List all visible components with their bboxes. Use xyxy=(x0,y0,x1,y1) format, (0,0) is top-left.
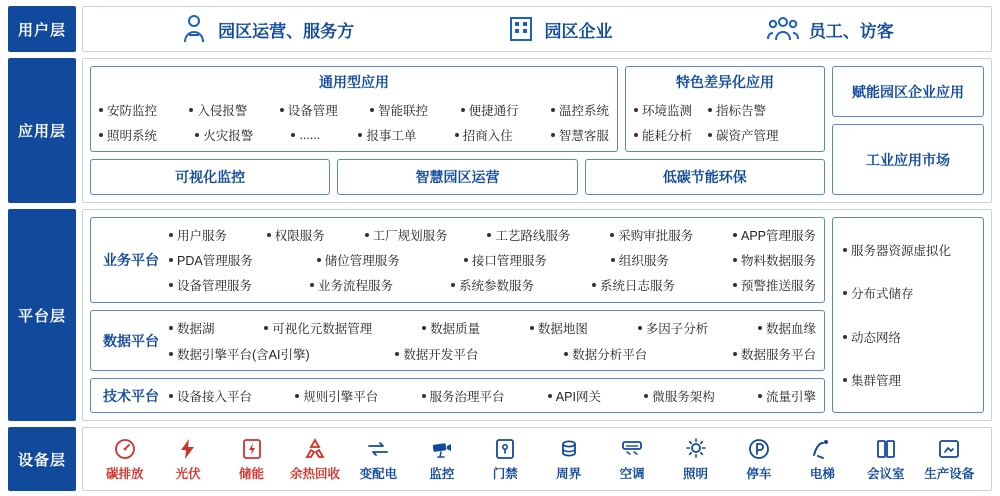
device-waste-heat-recovery[interactable] xyxy=(283,437,346,482)
data-platform-row-2 xyxy=(169,345,816,363)
service-item[interactable]: 数据湖 xyxy=(169,319,215,337)
service-item[interactable]: 业务流程服务 xyxy=(310,276,393,294)
app-industrial-marketplace-box[interactable]: 工业应用市场 xyxy=(832,124,984,195)
application-main-column xyxy=(90,66,825,195)
production-equipment-icon xyxy=(937,437,961,461)
service-item[interactable]: 权限服务 xyxy=(267,226,325,244)
service-item[interactable]: 微服务架构 xyxy=(644,387,715,405)
device-perimeter[interactable] xyxy=(537,437,600,482)
elevator-icon xyxy=(810,437,834,461)
access-control-icon xyxy=(493,437,517,461)
device-label: 门禁 xyxy=(492,466,518,481)
business-platform-title: 业务平台 xyxy=(103,252,159,268)
operations-person-icon xyxy=(180,14,208,44)
lightning-icon xyxy=(176,437,200,461)
device-label: 监控 xyxy=(429,466,455,481)
general-application-box xyxy=(90,66,618,152)
infrastructure-item[interactable]: 分布式储存 xyxy=(843,284,973,302)
device-layer-band xyxy=(8,427,992,491)
device-label: 周界 xyxy=(556,466,582,481)
app-item[interactable]: 便捷通行 xyxy=(461,101,519,119)
app-solution-visual-monitoring[interactable]: 可视化监控 xyxy=(90,159,330,195)
tech-platform-title: 技术平台 xyxy=(103,387,159,404)
tech-platform-box xyxy=(90,378,825,413)
app-enable-enterprise-box[interactable]: 赋能园区企业应用 xyxy=(832,66,984,117)
service-item[interactable]: 数据血缘 xyxy=(758,319,816,337)
general-application-items xyxy=(99,97,609,147)
app-item[interactable]: 招商入住 xyxy=(455,126,513,144)
app-item[interactable]: 温控系统 xyxy=(551,101,609,119)
device-access-control[interactable] xyxy=(474,437,537,482)
battery-storage-icon xyxy=(240,437,264,461)
staff-visitor-group-icon xyxy=(767,15,799,43)
app-item[interactable]: 安防监控 xyxy=(99,101,157,119)
device-air-conditioner[interactable] xyxy=(600,437,663,482)
platform-layer-label: 平台层 xyxy=(8,209,76,421)
device-surveillance[interactable] xyxy=(410,437,473,482)
business-platform-row-2 xyxy=(169,251,816,269)
app-item[interactable]: 能耗分析 xyxy=(634,126,692,144)
data-platform-title: 数据平台 xyxy=(103,332,159,349)
special-application-row-1 xyxy=(634,101,816,119)
device-layer-label: 设备层 xyxy=(8,427,76,491)
device-label: 光伏 xyxy=(175,466,201,481)
device-elevator[interactable] xyxy=(791,437,854,482)
device-label: 空调 xyxy=(619,466,645,481)
platform-layer-content xyxy=(82,209,992,421)
tech-platform-items xyxy=(167,383,816,408)
platform-layer-band xyxy=(8,209,992,421)
user-layer-band xyxy=(8,6,992,52)
device-meeting-room[interactable] xyxy=(854,437,917,482)
infrastructure-item[interactable]: 集群管理 xyxy=(843,371,973,389)
service-item[interactable]: 数据服务平台 xyxy=(733,345,816,363)
gauge-icon xyxy=(113,437,137,461)
service-item[interactable]: 多因子分析 xyxy=(638,319,709,337)
special-application-items xyxy=(634,97,816,147)
service-item[interactable]: PDA管理服务 xyxy=(169,251,253,269)
device-label: 电梯 xyxy=(809,466,835,481)
device-label: 照明 xyxy=(683,466,709,481)
transformer-icon xyxy=(366,437,390,461)
service-item[interactable]: 数据分析平台 xyxy=(564,345,647,363)
app-item[interactable]: 报事工单 xyxy=(358,126,416,144)
service-item[interactable]: 物料数据服务 xyxy=(733,251,816,269)
air-conditioner-icon xyxy=(620,437,644,461)
application-layer-label: 应用层 xyxy=(8,58,76,203)
special-application-title: 特色差异化应用 xyxy=(676,74,774,90)
enterprise-building-icon xyxy=(508,15,534,43)
general-application-title: 通用型应用 xyxy=(319,74,389,90)
service-item[interactable]: 可视化元数据管理 xyxy=(264,319,372,337)
service-item[interactable]: 数据引擎平台(含AI引擎) xyxy=(169,345,310,363)
service-item[interactable]: 规则引擎平台 xyxy=(295,387,378,405)
service-item[interactable]: API网关 xyxy=(548,387,601,405)
app-solution-smart-park-operations[interactable]: 智慧园区运营 xyxy=(337,159,577,195)
infrastructure-box xyxy=(832,217,984,413)
application-top-row xyxy=(90,66,825,152)
application-bottom-row xyxy=(90,159,825,195)
service-item[interactable]: 设备接入平台 xyxy=(169,387,252,405)
device-label: 停车 xyxy=(746,466,772,481)
service-item[interactable]: 工厂规划服务 xyxy=(365,226,448,244)
camera-icon xyxy=(430,437,454,461)
device-label: 变配电 xyxy=(359,466,398,481)
service-item[interactable]: 工艺路线服务 xyxy=(487,226,570,244)
service-item[interactable]: 数据质量 xyxy=(422,319,480,337)
app-item[interactable]: 入侵报警 xyxy=(189,101,247,119)
recycle-heat-icon xyxy=(303,437,327,461)
user-role-label: 园区企业 xyxy=(544,21,613,41)
parking-icon xyxy=(747,437,771,461)
service-item[interactable]: 数据地图 xyxy=(530,319,588,337)
business-platform-box xyxy=(90,217,825,303)
service-item[interactable]: 流量引擎 xyxy=(758,387,816,405)
data-platform-row-1 xyxy=(169,319,816,337)
device-layer-content xyxy=(82,427,992,491)
device-carbon-emission[interactable] xyxy=(93,437,156,482)
service-item[interactable]: 预警推送服务 xyxy=(733,276,816,294)
app-item[interactable]: 火灾报警 xyxy=(195,126,253,144)
service-item[interactable]: 数据开发平台 xyxy=(395,345,478,363)
app-item[interactable]: 指标告警 xyxy=(708,101,766,119)
data-platform-box xyxy=(90,310,825,371)
user-layer-label: 用户层 xyxy=(8,6,76,52)
service-item[interactable]: 储位管理服务 xyxy=(317,251,400,269)
device-photovoltaic[interactable] xyxy=(156,437,219,482)
device-transformer-distribution[interactable] xyxy=(347,437,410,482)
service-item[interactable]: 用户服务 xyxy=(169,226,227,244)
service-item[interactable]: 设备管理服务 xyxy=(169,276,252,294)
user-role-enterprise[interactable] xyxy=(508,15,612,43)
infrastructure-item[interactable]: 服务器资源虚拟化 xyxy=(843,241,973,259)
app-item[interactable]: 设备管理 xyxy=(280,101,338,119)
meeting-room-icon xyxy=(874,437,898,461)
service-item[interactable]: APP管理服务 xyxy=(733,226,816,244)
app-item[interactable]: 智慧客服 xyxy=(551,126,609,144)
app-solution-low-carbon[interactable]: 低碳节能环保 xyxy=(585,159,825,195)
user-role-operations[interactable] xyxy=(180,14,354,44)
data-platform-items xyxy=(167,315,816,366)
service-item[interactable]: 接口管理服务 xyxy=(464,251,547,269)
service-item[interactable]: 系统日志服务 xyxy=(592,276,675,294)
perimeter-icon xyxy=(557,437,581,461)
device-energy-storage[interactable] xyxy=(220,437,283,482)
special-application-row-2 xyxy=(634,126,816,144)
general-application-row-2 xyxy=(99,126,609,144)
business-platform-row-3 xyxy=(169,276,816,294)
device-label: 余热回收 xyxy=(289,466,340,481)
app-item[interactable]: ...... xyxy=(291,128,320,142)
device-label: 会议室 xyxy=(867,466,905,481)
device-parking[interactable] xyxy=(727,437,790,482)
user-role-label: 员工、访客 xyxy=(808,21,894,41)
device-label: 储能 xyxy=(239,466,265,481)
app-item[interactable]: 照明系统 xyxy=(99,126,157,144)
device-label: 生产设备 xyxy=(924,466,975,481)
service-item[interactable]: 组织服务 xyxy=(611,251,669,269)
infrastructure-item[interactable]: 动态网络 xyxy=(843,328,973,346)
app-item[interactable]: 碳资产管理 xyxy=(708,126,779,144)
application-layer-band xyxy=(8,58,992,203)
app-item[interactable]: 智能联控 xyxy=(370,101,428,119)
business-platform-items xyxy=(167,222,816,298)
lighting-icon xyxy=(684,437,708,461)
user-role-label: 园区运营、服务方 xyxy=(218,21,355,41)
device-lighting[interactable] xyxy=(664,437,727,482)
user-layer-content xyxy=(82,6,992,52)
app-item[interactable]: 环境监测 xyxy=(634,101,692,119)
general-application-row-1 xyxy=(99,101,609,119)
user-role-staff-visitor[interactable] xyxy=(767,15,894,43)
device-production-equipment[interactable] xyxy=(917,437,980,482)
service-item[interactable]: 服务治理平台 xyxy=(422,387,505,405)
tech-platform-row-1 xyxy=(169,387,816,405)
business-platform-row-1 xyxy=(169,226,816,244)
device-label: 碳排放 xyxy=(105,466,144,481)
service-item[interactable]: 系统参数服务 xyxy=(451,276,534,294)
application-layer-content xyxy=(82,58,992,203)
application-side-column xyxy=(832,66,984,195)
special-application-box xyxy=(625,66,825,152)
platform-main-column xyxy=(90,217,825,413)
service-item[interactable]: 采购审批服务 xyxy=(610,226,693,244)
